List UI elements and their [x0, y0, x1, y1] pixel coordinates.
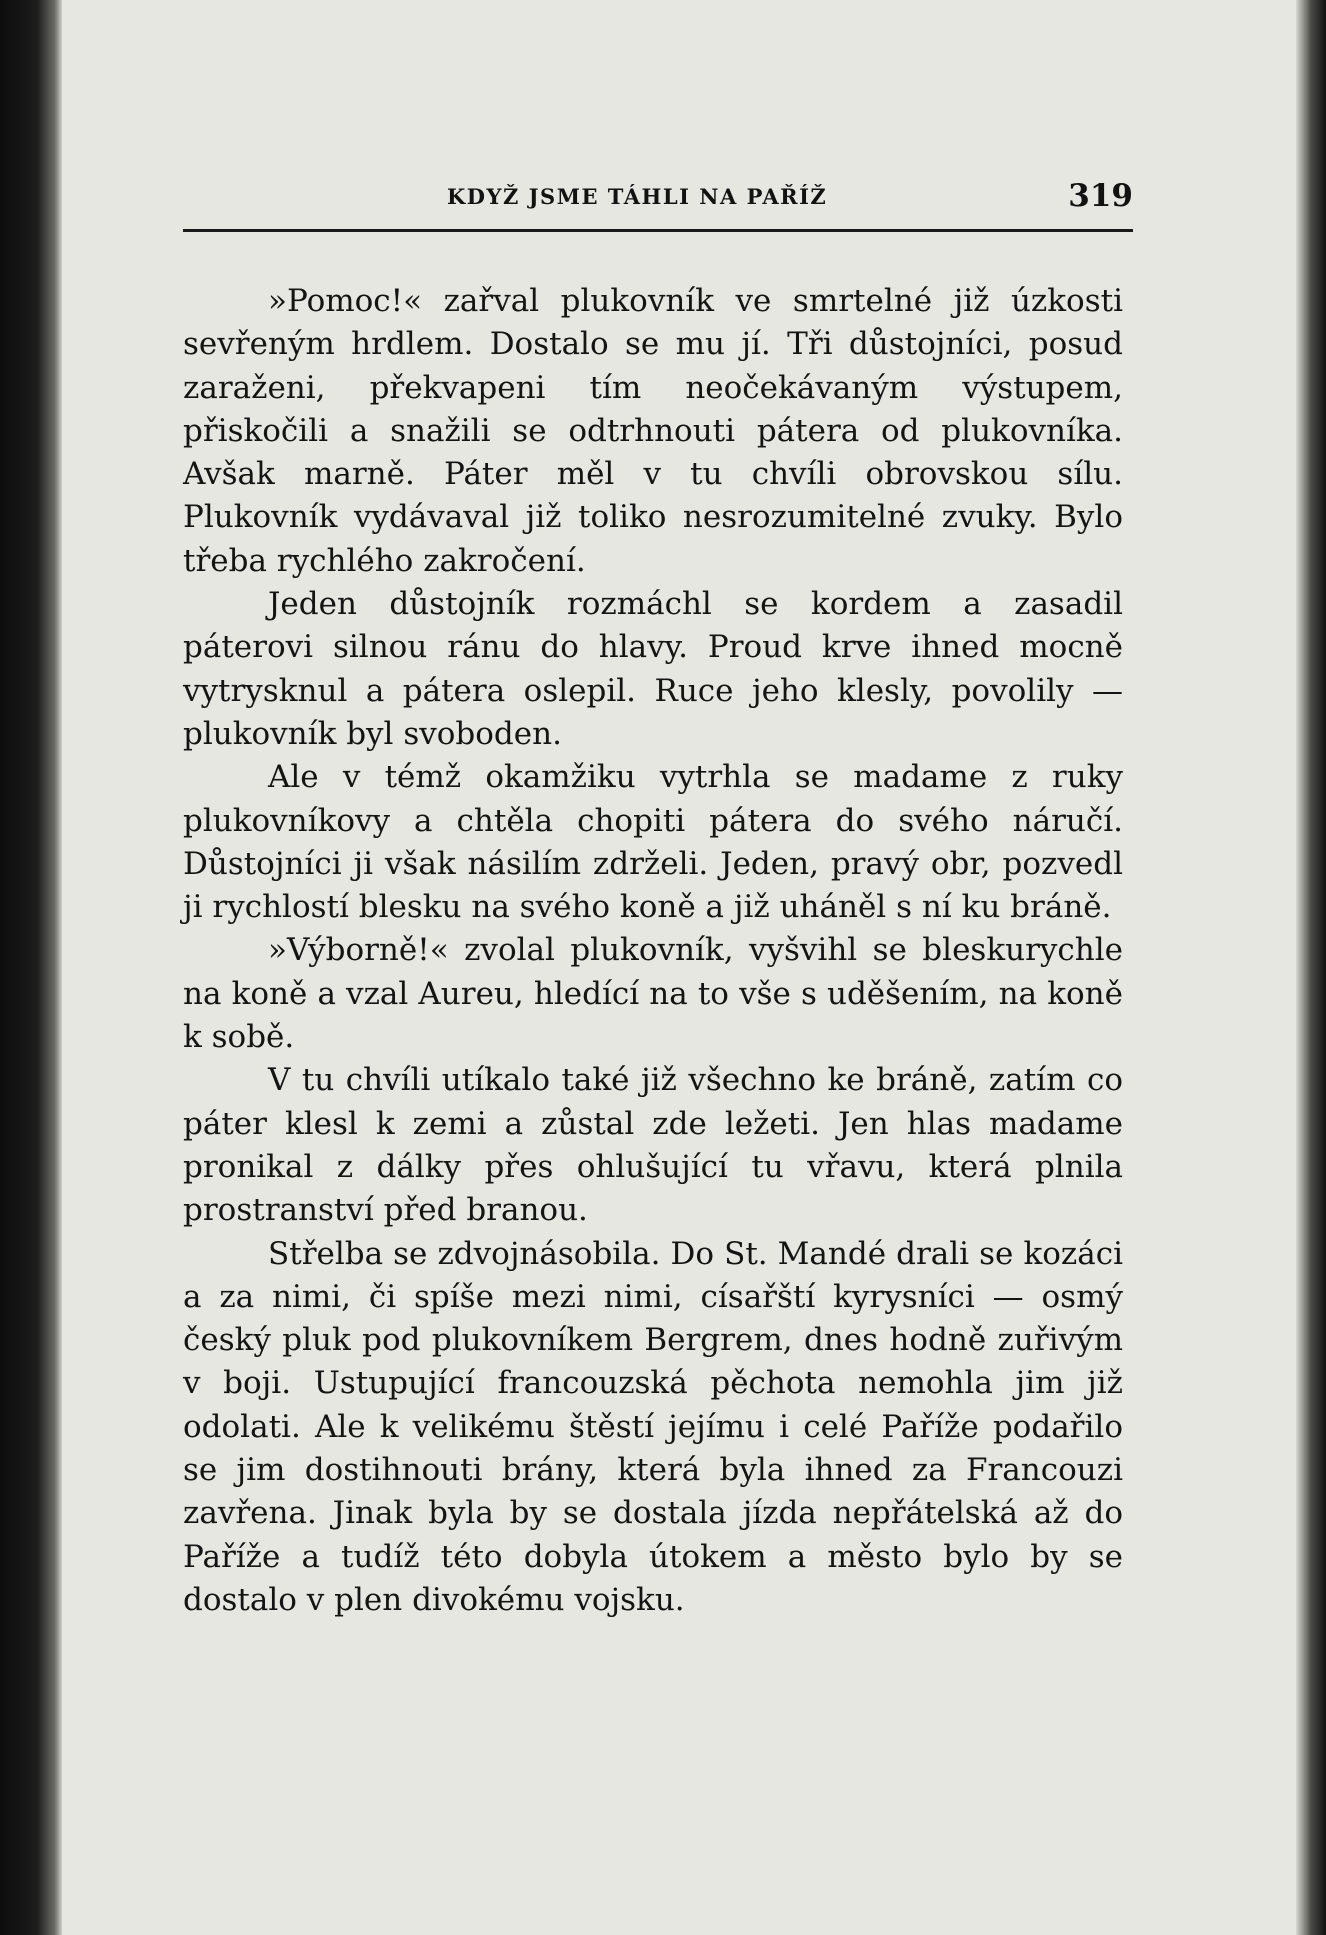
- header-rule: [183, 229, 1133, 232]
- page-header: [183, 178, 1133, 228]
- book-spine-shadow: [0, 0, 62, 1935]
- paragraph-3: Ale v témž okamžiku vytrhla se madame z ruky plukovníkovy a chtěla chopiti pátera do svého náručí. Důstojníci ji však násilím zdrželi. Jeden, pravý obr, pozvedl ji rychlostí blesku na svého koně a již uháněl s ní ku bráně.: [183, 759, 1123, 926]
- running-title: KDYŽ JSME TÁHLI NA PAŘÍŽ: [447, 184, 828, 209]
- paragraph-6: Střelba se zdvojnásobila. Do St. Mandé drali se kozáci a za nimi, či spíše mezi nimi, císařští kyrysníci — osmý český pluk pod plukovníkem Bergrem, dnes hodně zuřivým v boji. Ustupující francouzská pěchota nemohla jim již odolati. Ale k velikému štěstí jejímu i celé Paříže podařilo se jim dostihnouti brány, která byla ihned za Francouzi zavřena. Jinak byla by se dostala jízda nepřátelská až do Paříže a tudíž této dobyla útokem a město bylo by se dostalo v plen divokému vojsku.: [183, 1235, 1123, 1618]
- page-number: 319: [1068, 178, 1133, 214]
- body-text: [183, 280, 1123, 1622]
- paragraph-1: »Pomoc!« zařval plukovník ve smrtelné již úzkosti sevřeným hrdlem. Dostalo se mu jí. Tři důstojníci, posud zaraženi, překvapeni tím neočekávaným výstupem, přiskočili a snažili se odtrhnouti pátera od plukovníka. Avšak marně. Páter měl v tu chvíli obrovskou sílu. Plukovník vydávaval již toliko nesrozumitelné zvuky. Bylo třeba rychlého zakročení.: [183, 283, 1123, 579]
- paragraph-4: »Výborně!« zvolal plukovník, vyšvihl se bleskurychle na koně a vzal Aureu, hledící na to vše s uděšením, na koně k sobě.: [183, 932, 1123, 1056]
- paragraph-5: V tu chvíli utíkalo také již všechno ke bráně, zatím co páter klesl k zemi a zůstal zde ležeti. Jen hlas madame pronikal z dálky přes ohlušující tu vřavu, která plnila prostranství před branou.: [183, 1062, 1123, 1229]
- page-edge-shadow: [1296, 0, 1326, 1935]
- paragraph-2: Jeden důstojník rozmáchl se kordem a zasadil páterovi silnou ránu do hlavy. Proud krve ihned mocně vytrysknul a pátera oslepil. Ruce jeho klesly, povolily — plukovník byl svoboden.: [183, 586, 1123, 752]
